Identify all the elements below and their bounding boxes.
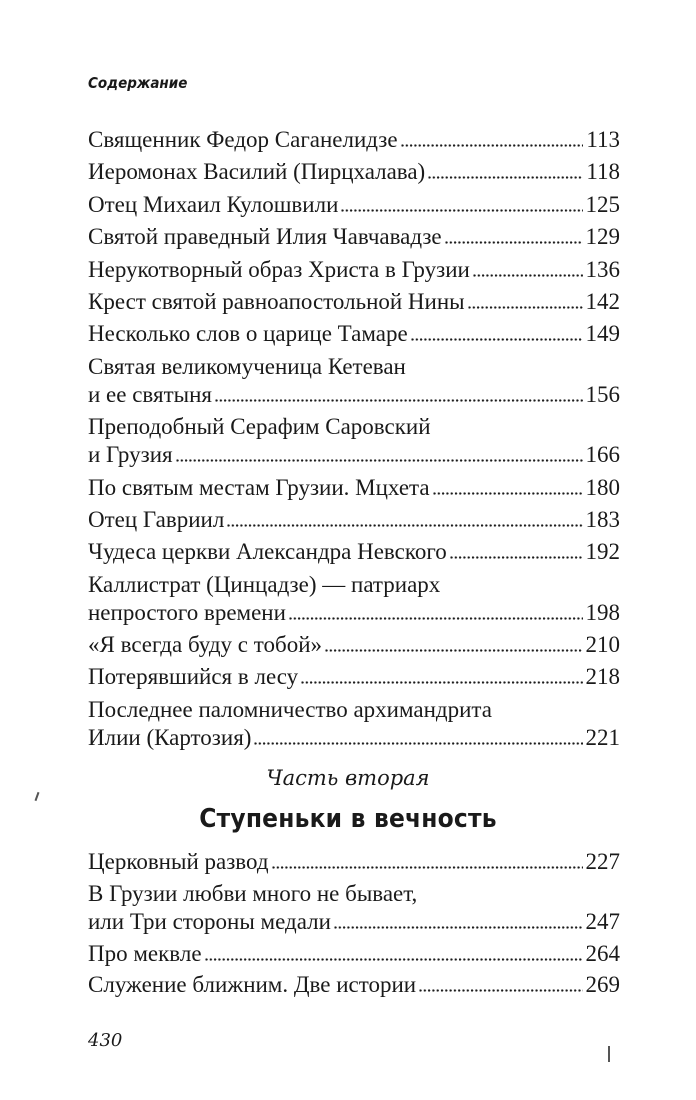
toc-entry-title: «Я всегда буду с тобой» — [88, 632, 323, 658]
toc-entry — [88, 474, 620, 502]
dot-leader — [468, 303, 583, 309]
toc-entry — [88, 256, 620, 284]
toc-page-number: 142 — [585, 288, 620, 314]
toc-entry-title: Церковный развод — [88, 849, 269, 874]
toc-entry-title: Служение ближним. Две истории — [88, 972, 417, 998]
dot-leader — [445, 238, 583, 244]
toc-page-number: 156 — [585, 381, 620, 407]
toc-entry-line — [88, 158, 620, 186]
toc-entry-title: Последнее паломничество архимандрита — [88, 696, 492, 722]
toc-entry-title: Несколько слов о царице Тамаре — [88, 321, 408, 347]
toc-entry-title: Потерявшийся в лесу — [88, 664, 299, 690]
toc-entry — [88, 126, 620, 154]
toc-entry — [88, 971, 620, 999]
dot-leader — [433, 489, 583, 495]
toc-entry-title: Святой праведный Илия Чавчавадзе — [88, 224, 442, 250]
toc-entry — [88, 506, 620, 534]
toc-entry-title: Крест святой равноапостольной Нины — [88, 288, 465, 314]
toc-entry-title: и Грузия — [88, 442, 173, 468]
part-subtitle: Часть вторая — [266, 766, 430, 790]
toc-entry — [88, 940, 620, 968]
toc-page-number: 136 — [585, 256, 620, 282]
toc-entry-title: Преподобный Серафим Саровский — [88, 414, 431, 440]
toc-entry-line — [88, 599, 620, 627]
page-number: 430 — [88, 1030, 123, 1051]
toc-entry-line — [88, 538, 620, 566]
toc-entry-line — [88, 971, 620, 999]
dot-leader — [205, 955, 583, 961]
toc-page-number: 269 — [585, 972, 620, 998]
toc-entry-line — [88, 631, 620, 659]
toc-entry-line — [88, 696, 620, 724]
toc-entry-line — [88, 663, 620, 691]
toc-entry-line — [88, 441, 620, 469]
toc-entry-line — [88, 353, 620, 381]
dot-leader — [401, 141, 584, 147]
toc-page-number: 218 — [585, 664, 620, 690]
toc-entry-line — [88, 848, 620, 876]
dot-leader — [289, 614, 583, 620]
toc-page-number: 129 — [585, 224, 620, 250]
dot-leader — [334, 923, 583, 929]
dot-leader — [176, 456, 583, 462]
running-head: Содержание — [88, 74, 188, 92]
toc-entry — [88, 413, 620, 469]
toc-entry-line — [88, 381, 620, 409]
toc-entry-line — [88, 940, 620, 968]
toc-entry-title: Чудеса церкви Александра Невского — [88, 539, 447, 565]
toc-entry-line — [88, 320, 620, 348]
toc-page-number: 264 — [585, 940, 620, 966]
toc-entry — [88, 538, 620, 566]
toc-entry-title: Отец Гавриил — [88, 506, 225, 532]
toc-entry — [88, 631, 620, 659]
dot-leader — [325, 646, 582, 652]
dot-leader — [215, 396, 583, 402]
toc-entry — [88, 288, 620, 316]
toc-entry-title: Иеромонах Василий (Пирцхалава) — [88, 159, 426, 185]
toc-entry-title: Отец Михаил Кулошвили — [88, 191, 339, 217]
scan-speck — [608, 1046, 610, 1062]
toc-page-number: 247 — [585, 908, 620, 934]
toc-entry — [88, 191, 620, 219]
dot-leader — [272, 863, 583, 869]
toc-entry-title: По святым местам Грузии. Мцхета — [88, 474, 430, 500]
toc-entry-title: Про меквле — [88, 940, 202, 966]
toc-entry-title: В Грузии любви много не бывает, — [88, 880, 418, 906]
dot-leader — [428, 173, 583, 179]
toc-entry-line — [88, 191, 620, 219]
toc-page-number: 183 — [585, 506, 620, 532]
toc-entry-line — [88, 413, 620, 441]
toc-page-number: 125 — [585, 191, 620, 217]
toc-entry — [88, 571, 620, 627]
toc-entry — [88, 320, 620, 348]
dot-leader — [301, 678, 582, 684]
toc-page-number: 118 — [586, 159, 620, 185]
toc-entry-line — [88, 288, 620, 316]
toc-entry-line — [88, 506, 620, 534]
dot-leader — [341, 206, 582, 212]
toc-entry — [88, 848, 620, 876]
dot-leader — [473, 271, 583, 277]
dot-leader — [227, 521, 582, 527]
dot-leader — [411, 335, 583, 341]
toc-entry-title: или Три стороны медали — [88, 908, 331, 934]
toc-page-number: 192 — [585, 539, 620, 565]
toc-entry-title: Илии (Картозия) — [88, 724, 252, 750]
toc-entry-line — [88, 908, 620, 936]
toc-entry-title: Священник Федор Саганелидзе — [88, 127, 398, 152]
toc-page-number: 149 — [585, 321, 620, 347]
dot-leader — [254, 739, 582, 745]
scan-speck — [35, 792, 40, 801]
toc-page-number: 113 — [586, 127, 620, 152]
toc-entry-title: Святая великомученица Кетеван — [88, 353, 406, 379]
dot-leader — [419, 986, 582, 992]
toc-page-number: 221 — [585, 724, 620, 750]
toc-page-number: 210 — [585, 632, 620, 658]
toc-entry-line — [88, 126, 620, 154]
toc-page-number: 198 — [585, 599, 620, 625]
toc-entry-title: Нерукотворный образ Христа в Грузии — [88, 256, 470, 282]
toc-entry — [88, 223, 620, 251]
toc-entry — [88, 696, 620, 752]
toc-list-part-two — [88, 848, 620, 1003]
toc-entry-line — [88, 724, 620, 752]
toc-entry-line — [88, 880, 620, 908]
toc-entry-line — [88, 223, 620, 251]
dot-leader — [450, 553, 583, 559]
toc-entry-line — [88, 474, 620, 502]
toc-page-number: 180 — [585, 474, 620, 500]
toc-entry — [88, 158, 620, 186]
toc-entry-title: непростого времени — [88, 599, 286, 625]
toc-entry — [88, 880, 620, 936]
toc-page-number: 166 — [585, 442, 620, 468]
toc-entry-title: и ее святыня — [88, 381, 212, 407]
toc-entry-line — [88, 256, 620, 284]
toc-list-part-one — [88, 126, 620, 756]
toc-entry — [88, 353, 620, 409]
toc-entry-title: Каллистрат (Цинцадзе) — патриарх — [88, 571, 441, 597]
toc-page-number: 227 — [585, 849, 620, 874]
part-title: Ступеньки в вечность — [199, 804, 497, 834]
toc-entry — [88, 663, 620, 691]
toc-entry-line — [88, 571, 620, 599]
